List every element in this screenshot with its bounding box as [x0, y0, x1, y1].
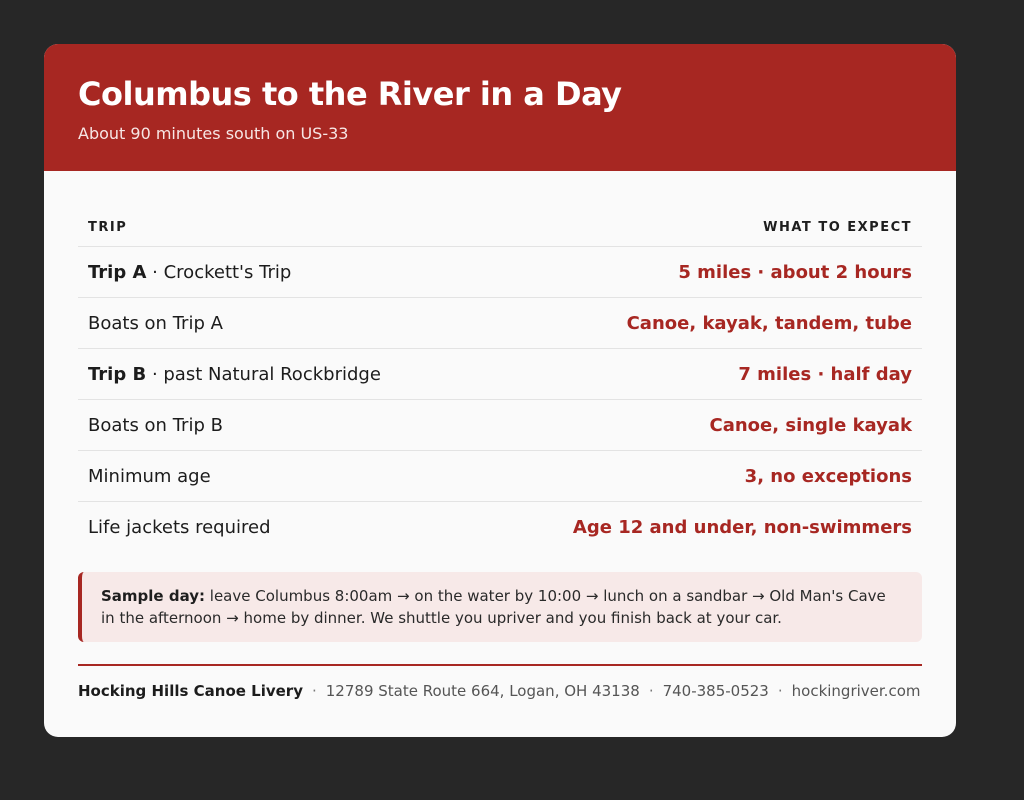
trip-table	[78, 209, 922, 552]
table-row	[78, 349, 922, 400]
info-card	[44, 44, 956, 737]
note-lead: Sample day:	[101, 587, 206, 605]
row-label: Boats on Trip B	[88, 414, 223, 436]
row-label: Life jackets required	[88, 516, 271, 538]
business-website: hockingriver.com	[791, 682, 921, 700]
business-address: 12789 State Route 664, Logan, OH 43138	[325, 682, 640, 700]
trip-name: Trip B	[88, 363, 147, 385]
separator: ·	[777, 682, 783, 700]
page-title: Columbus to the River in a Day	[78, 75, 622, 113]
trip-name: Trip A	[88, 261, 147, 283]
table-row	[78, 400, 922, 451]
footer	[78, 664, 922, 700]
row-label: Minimum age	[88, 465, 211, 487]
row-value: 7 miles · half day	[738, 363, 912, 385]
row-value: Canoe, kayak, tandem, tube	[626, 312, 912, 334]
column-header-trip: TRIP	[88, 220, 128, 235]
row-value: 3, no exceptions	[744, 465, 912, 487]
table-row	[78, 451, 922, 502]
business-name: Hocking Hills Canoe Livery	[78, 682, 303, 700]
table-header	[78, 209, 922, 247]
separator: ·	[648, 682, 654, 700]
table-row	[78, 247, 922, 298]
column-header-expect: WHAT TO EXPECT	[763, 220, 912, 235]
page-subtitle: About 90 minutes south on US-33	[78, 124, 349, 143]
sample-day-note	[78, 572, 922, 642]
business-phone: 740-385-0523	[662, 682, 769, 700]
row-label: Trip B · past Natural Rockbridge	[88, 363, 381, 385]
table-row	[78, 298, 922, 349]
separator: ·	[311, 682, 317, 700]
row-label: Trip A · Crockett's Trip	[88, 261, 292, 283]
card-header	[44, 44, 956, 171]
note-text: leave Columbus 8:00am → on the water by 10:00 → lunch on a sandbar → Old Man's Cave in the afternoon → home by dinner. We shuttle you upriver and you finish back at your car.	[101, 587, 886, 627]
row-value: Canoe, single kayak	[709, 414, 912, 436]
row-label: Boats on Trip A	[88, 312, 223, 334]
card-body	[44, 171, 956, 700]
table-row	[78, 502, 922, 552]
row-value: Age 12 and under, non-swimmers	[572, 516, 912, 538]
row-value: 5 miles · about 2 hours	[678, 261, 912, 283]
